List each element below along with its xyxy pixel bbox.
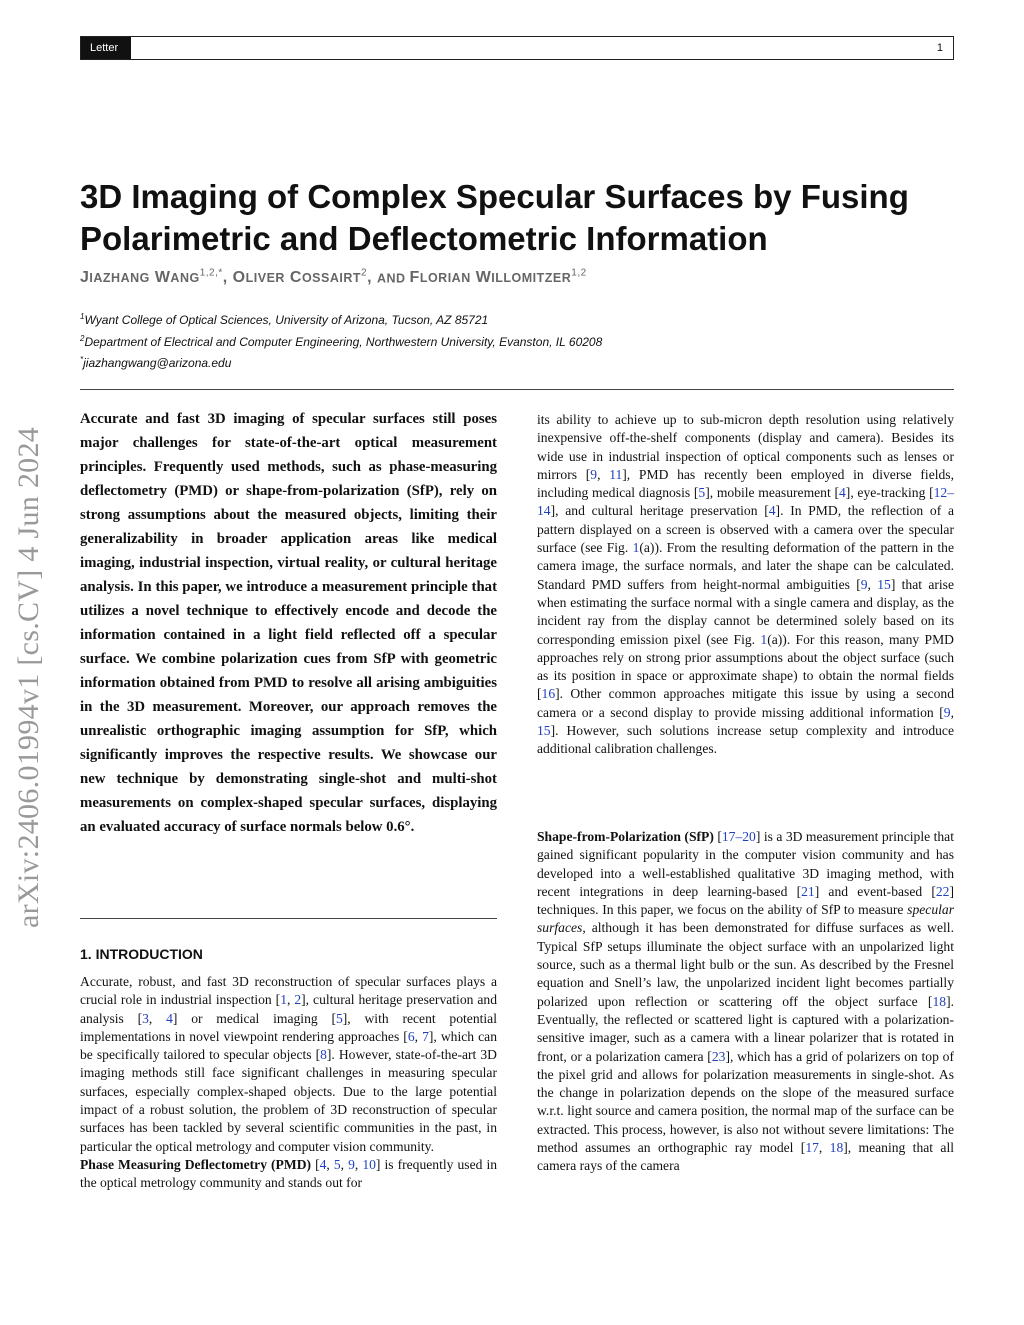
body-text: , bbox=[597, 466, 610, 482]
body-text: [ bbox=[311, 1156, 320, 1172]
author-connector: AND bbox=[376, 271, 410, 286]
header-divider bbox=[80, 389, 954, 390]
citation-link[interactable]: 4 bbox=[166, 1010, 173, 1026]
body-text: ], and cultural heritage preservation [ bbox=[550, 503, 769, 519]
body-text: (a)). From the resulting deformation of the pattern in the camera image, the surface normals, and later the shape can be calculated. Standard PMD suffers from height-normal ambiguities [ bbox=[537, 540, 954, 592]
body-text: ], cultural heritage preservation and analysis [ bbox=[80, 992, 497, 1026]
body-text: its ability to achieve up to sub-micron depth resolution using relatively inexpensive off-the-shelf components (display and camera). Besides its wide use in industrial inspection of optical components such as lenses or mirrors [ bbox=[537, 412, 954, 482]
citation-link[interactable]: 1 bbox=[760, 631, 768, 647]
body-text: , bbox=[950, 704, 954, 720]
right-column-paragraph-2 bbox=[537, 828, 954, 1176]
body-text: , bbox=[818, 1140, 830, 1156]
body-text: ]. However, such solutions increase setup complexity and introduce additional calibration challenges. bbox=[537, 723, 954, 757]
citation-link[interactable]: 15 bbox=[877, 576, 891, 592]
citation-link[interactable]: 21 bbox=[801, 883, 815, 899]
intro-paragraph-2 bbox=[80, 1156, 497, 1193]
body-text: ], meaning that all camera rays of the camera bbox=[537, 1140, 954, 1174]
citation-link[interactable]: 12–14 bbox=[537, 485, 954, 519]
body-text: ], PMD has recently been employed in diverse fields, including medical diagnosis [ bbox=[537, 466, 954, 501]
intro-column bbox=[80, 973, 497, 1193]
body-text: ] is frequently used in the optical metrology community and stands out for bbox=[80, 1156, 498, 1191]
body-text: ], with recent potential implementations in novel viewpoint rendering approaches [ bbox=[80, 1010, 497, 1044]
affiliations bbox=[80, 308, 960, 373]
abstract bbox=[80, 407, 497, 839]
citation-link[interactable]: 5 bbox=[333, 1156, 341, 1172]
citation-link[interactable]: 1 bbox=[632, 540, 640, 556]
citation-link[interactable]: 5 bbox=[335, 1010, 343, 1026]
citation-link[interactable]: 18 bbox=[829, 1140, 844, 1156]
right-paragraph-1 bbox=[537, 411, 954, 759]
citation-link[interactable]: 6 bbox=[407, 1028, 415, 1044]
body-text: ]. In PMD, the reflection of a pattern displayed on a screen is observed with a camera over the specular surface (see Fig. bbox=[537, 503, 955, 556]
body-text: ] is a 3D measurement principle that gained significant popularity in the computer vision community and has developed into a well-established qualitative 3D imaging method, with recent integrations in deep learning-based [ bbox=[537, 829, 954, 899]
body-text: , bbox=[148, 1010, 167, 1026]
body-text: , bbox=[326, 1156, 334, 1172]
citation-link[interactable]: 23 bbox=[711, 1048, 726, 1064]
citation-link[interactable]: 10 bbox=[362, 1156, 376, 1172]
body-text: , bbox=[354, 1156, 363, 1172]
citation-link[interactable]: 22 bbox=[935, 883, 950, 899]
body-text: ]. However, state-of-the-art 3D imaging methods still face significant challenges in measuring specular surfaces, especially complex-shaped objects. Due to the large potential impact of a robust solution, the problem of 3D reconstruction of specular surfaces has been tackled by several scientific communities in the past, in particular the optical metrology and computer vision community. bbox=[80, 1047, 497, 1154]
author-list bbox=[80, 268, 960, 287]
body-text: ] and event-based [ bbox=[814, 883, 936, 899]
author-2: OLIVER COSSAIRT$^2$, bbox=[232, 268, 377, 287]
right-column-paragraph-1 bbox=[537, 411, 954, 759]
corresponding-email: *jiazhangwang@arizona.edu bbox=[80, 355, 232, 370]
author-1: JIAZHANG $WANG^{1,2,*}$, bbox=[80, 268, 233, 287]
citation-link[interactable]: 7 bbox=[422, 1028, 429, 1044]
arxiv-stamp: arXiv:2406.01994v1 [cs.CV] 4 Jun 2024 bbox=[12, 426, 45, 928]
body-text: ] that arise when estimating the surface normal with a single camera and display, as the incident ray from the display cannot be determined solely based on its corresponding emission pixel (see Fig. bbox=[537, 576, 955, 647]
header-tag: Letter bbox=[81, 37, 131, 59]
citation-link[interactable]: 18 bbox=[932, 993, 947, 1009]
sfp-lead: Shape-from-Polarization (SfP) bbox=[537, 829, 714, 844]
body-text: ], eye-tracking [ bbox=[845, 485, 934, 501]
author-3: FLORIAN WILLOMITZER$^{1,2}$ bbox=[409, 268, 587, 287]
citation-link[interactable]: 8 bbox=[320, 1047, 327, 1063]
citation-link[interactable]: 9 bbox=[943, 704, 951, 720]
section-heading: 1. INTRODUCTION bbox=[80, 946, 203, 962]
body-text: ], mobile measurement [ bbox=[705, 485, 839, 501]
body-text: , bbox=[287, 992, 295, 1008]
body-text: ] or medical imaging [ bbox=[172, 1010, 336, 1026]
body-text: ]. Other common approaches mitigate this issue by using a second camera or a second display to provide missing additional information [ bbox=[537, 686, 954, 720]
body-text: ]. Eventually, the reflected or scattered light is captured with a polarization-sensitive imager, such as a camera with a linear polarizer that is rotated in front, or a polarization camera [ bbox=[537, 993, 954, 1064]
body-text: , bbox=[867, 576, 878, 592]
body-text: , bbox=[340, 1156, 349, 1172]
citation-link[interactable]: 4 bbox=[319, 1156, 327, 1172]
citation-link[interactable]: 2 bbox=[294, 992, 302, 1008]
citation-link[interactable]: 4 bbox=[768, 503, 776, 519]
body-text: , although it has been demonstrated for diffuse surfaces as well. Typical SfP setups illuminate the object surface with an unpolarized light source, such as a thermal light bulb or the sun. As described by the Fresnel equation and Snell’s law, the unpolarized incident light becomes partially polarized upon reflection or scattering off the object surface [ bbox=[537, 920, 954, 1009]
body-text: Accurate, robust, and fast 3D reconstruction of specular surfaces plays a crucial role in industrial inspection [ bbox=[80, 974, 497, 1008]
citation-link[interactable]: 4 bbox=[839, 485, 846, 501]
body-text: , bbox=[414, 1028, 423, 1044]
page-number: 1 bbox=[936, 42, 943, 54]
abstract-text: Accurate and fast 3D imaging of specular surfaces still poses major challenges for state-of-the-art optical measurement principles. Frequently used methods, such as phase-measuring deflectometry (PMD) or shape-from-polarization (SfP), rely on strong assumptions about the measured objects, limiting their generalizability in broader application areas like medical imaging, industrial inspection, virtual reality, or cultural heritage analysis. In this paper, we introduce a measurement principle that utilizes a novel technique to effectively encode and decode the information contained in a light field reflected off a specular surface. We combine polarization cues from SfP with geometric information obtained from PMD to resolve all arising ambiguities in the 3D measurement. Moreover, our approach removes the unrealistic orthographic imaging assumption for SfP, which significantly improves the respective results. We showcase our new technique by demonstrating single-shot and multi-shot measurements on complex-shaped specular surfaces, displaying an evaluated accuracy of surface normals below 0.6°. bbox=[80, 411, 497, 835]
affiliation-item: $^1$Wyant College of Optical Sciences, University of Arizona, Tucson, AZ 85721 bbox=[80, 312, 489, 327]
citation-link[interactable]: 11 bbox=[609, 466, 623, 482]
citation-link[interactable]: 15 bbox=[537, 723, 551, 739]
citation-link[interactable]: 9 bbox=[860, 576, 868, 592]
emphasis-text: specular surfaces bbox=[537, 902, 954, 936]
citation-link[interactable]: 5 bbox=[698, 485, 706, 501]
intro-paragraph-1 bbox=[80, 973, 497, 1156]
body-text: (a)). For this reason, many PMD approaches rely on strong prior assumptions about the object surface (such as its position in space or approximate shape) to obtain the normal fields [ bbox=[537, 631, 954, 702]
right-paragraph-2 bbox=[537, 828, 954, 1176]
body-text: ], which can be specifically tailored to specular objects [ bbox=[80, 1028, 497, 1063]
body-text: [ bbox=[713, 829, 722, 844]
body-text: ], which has a grid of polarizers on top of the pixel grid and allows for polarization measurements in single-shot. As the change in polarization depends on the slope of the measured surface w.r.t. light source and camera position, the normal map of the surface can be extracted. This process, however, is also not without severe limitations: The method assumes an orthographic ray model [ bbox=[537, 1048, 954, 1156]
citation-link[interactable]: 1 bbox=[280, 992, 287, 1008]
citation-link[interactable]: 17 bbox=[805, 1140, 819, 1156]
abstract-divider bbox=[80, 918, 497, 919]
citation-link[interactable]: 3 bbox=[142, 1010, 149, 1026]
citation-link[interactable]: 17–20 bbox=[721, 829, 756, 844]
running-header bbox=[80, 36, 954, 60]
citation-link[interactable]: 9 bbox=[590, 466, 598, 482]
paper-title: 3D Imaging of Complex Specular Surfaces by Fusing Polarimetric and Deflectometric Information bbox=[80, 178, 909, 257]
affiliation-item: $^2$Department of Electrical and Computer Engineering, Northwestern University, Evanston, IL 60208 bbox=[80, 333, 603, 349]
citation-link[interactable]: 16 bbox=[541, 686, 556, 702]
citation-link[interactable]: 9 bbox=[348, 1156, 355, 1172]
intro-p2-lead: Phase Measuring Deflectometry (PMD) bbox=[80, 1156, 312, 1172]
body-text: ] techniques. In this paper, we focus on the ability of SfP to measure bbox=[537, 883, 954, 918]
